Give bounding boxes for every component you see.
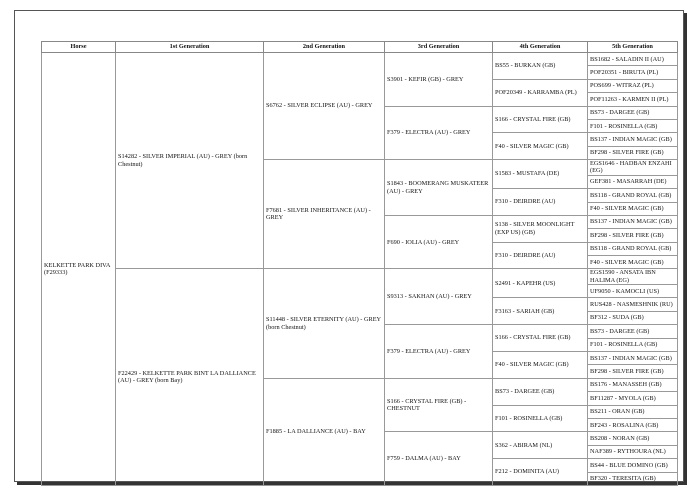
gen4-cell: BS55 - BURKAN (GB) bbox=[493, 53, 588, 80]
gen4-cell: F212 - DOMINITA (AU) bbox=[493, 459, 588, 486]
gen4-cell: F3163 - SARIAH (GB) bbox=[493, 298, 588, 325]
gen5-cell: F40 - SILVER MAGIC (GB) bbox=[588, 202, 678, 215]
gen5-cell: POS699 - WITRAZ (PL) bbox=[588, 79, 678, 92]
gen5-cell: BF298 - SILVER FIRE (GB) bbox=[588, 229, 678, 242]
gen4-cell: BS73 - DARGEE (GB) bbox=[493, 378, 588, 405]
gen5-cell: POF11263 - KARMEN II (PL) bbox=[588, 93, 678, 106]
gen5-cell: RUS428 - NASMESHNIK (RU) bbox=[588, 298, 678, 311]
gen4-cell: S362 - ABIRAM (NL) bbox=[493, 432, 588, 459]
gen5-cell: NAF389 - RYTHOURA (NL) bbox=[588, 445, 678, 458]
gen5-cell: BS73 - DARGEE (GB) bbox=[588, 325, 678, 338]
gen3-cell: S3901 - KEFIR (GB) - GREY bbox=[385, 53, 493, 107]
gen5-cell: BS73 - DARGEE (GB) bbox=[588, 106, 678, 119]
gen3-cell: F690 - IOLIA (AU) - GREY bbox=[385, 215, 493, 269]
pedigree-row bbox=[42, 269, 678, 285]
gen2-cell: F7681 - SILVER INHERITANCE (AU) - GREY bbox=[264, 160, 385, 269]
gen5-cell: BS1682 - SALADIN II (AU) bbox=[588, 53, 678, 66]
gen4-cell: F101 - ROSINELLA (GB) bbox=[493, 405, 588, 432]
gen1-cell: F22429 - KELKETTE PARK BINT LA DALLIANCE (AU) - GREY (born Bay) bbox=[116, 269, 264, 485]
horse-cell: KELKETTE PARK DIVA (F29333) bbox=[42, 53, 116, 486]
gen5-cell: F101 - ROSINELLA (GB) bbox=[588, 119, 678, 132]
gen2-cell: S11448 - SILVER ETERNITY (AU) - GREY (born Chestnut) bbox=[264, 269, 385, 378]
header-horse: Horse bbox=[42, 42, 116, 53]
pedigree-table bbox=[41, 41, 678, 486]
header-gen2: 2nd Generation bbox=[264, 42, 385, 53]
gen3-cell: S166 - CRYSTAL FIRE (GB) - CHESTNUT bbox=[385, 378, 493, 432]
gen2-cell: F1885 - LA DALLIANCE (AU) - BAY bbox=[264, 378, 385, 485]
gen4-cell: F40 - SILVER MAGIC (GB) bbox=[493, 352, 588, 379]
gen4-cell: F40 - SILVER MAGIC (GB) bbox=[493, 133, 588, 160]
gen5-cell: BS137 - INDIAN MAGIC (GB) bbox=[588, 352, 678, 365]
gen5-cell: F101 - ROSINELLA (GB) bbox=[588, 338, 678, 351]
gen5-cell: BS118 - GRAND ROYAL (GB) bbox=[588, 189, 678, 202]
gen5-cell: BF320 - TERESITA (GB) bbox=[588, 472, 678, 485]
gen5-cell: BF298 - SILVER FIRE (GB) bbox=[588, 365, 678, 378]
gen3-cell: S9313 - SAKHAN (AU) - GREY bbox=[385, 269, 493, 325]
gen5-cell: BF11287 - MYOLA (GB) bbox=[588, 392, 678, 405]
header-gen5: 5th Generation bbox=[588, 42, 678, 53]
gen4-cell: S166 - CRYSTAL FIRE (GB) bbox=[493, 325, 588, 352]
gen4-cell: POF20349 - KARRAMBA (PL) bbox=[493, 79, 588, 106]
gen5-cell: BF243 - ROSALINA (GB) bbox=[588, 418, 678, 431]
gen5-cell: BS137 - INDIAN MAGIC (GB) bbox=[588, 133, 678, 146]
gen4-cell: S166 - CRYSTAL FIRE (GB) bbox=[493, 106, 588, 133]
gen5-cell: BS118 - GRAND ROYAL (GB) bbox=[588, 242, 678, 255]
gen5-cell: BF298 - SILVER FIRE (GB) bbox=[588, 146, 678, 159]
gen5-cell: EGS1646 - HADBAN ENZAHI (EG) bbox=[588, 160, 678, 176]
gen5-cell: BS137 - INDIAN MAGIC (GB) bbox=[588, 215, 678, 228]
gen5-cell: GEF381 - MASARRAH (DE) bbox=[588, 175, 678, 188]
header-gen3: 3rd Generation bbox=[385, 42, 493, 53]
gen5-cell: UF9050 - KAMOCLI (US) bbox=[588, 285, 678, 298]
gen2-cell: S6762 - SILVER ECLIPSE (AU) - GREY bbox=[264, 53, 385, 160]
gen5-cell: EGS1590 - ANSATA IBN HALIMA (EG) bbox=[588, 269, 678, 285]
gen3-cell: F379 - ELECTRA (AU) - GREY bbox=[385, 106, 493, 160]
gen5-cell: BS211 - ORAN (GB) bbox=[588, 405, 678, 418]
gen3-cell: F759 - DALMA (AU) - BAY bbox=[385, 432, 493, 486]
header-row bbox=[42, 42, 678, 53]
gen4-cell: S2491 - KAPEHR (US) bbox=[493, 269, 588, 298]
gen4-cell: F310 - DEIRDRE (AU) bbox=[493, 242, 588, 269]
gen4-cell: F310 - DEIRDRE (AU) bbox=[493, 189, 588, 216]
header-gen1: 1st Generation bbox=[116, 42, 264, 53]
gen4-cell: S138 - SILVER MOONLIGHT (EXP US) (GB) bbox=[493, 215, 588, 242]
gen4-cell: S1583 - MUSTAFA (DE) bbox=[493, 160, 588, 189]
pedigree-row bbox=[42, 53, 678, 66]
gen3-cell: S1843 - BOOMERANG MUSKATEER (AU) - GREY bbox=[385, 160, 493, 216]
pedigree-page bbox=[14, 10, 684, 482]
gen1-cell: S14282 - SILVER IMPERIAL (AU) - GREY (born Chestnut) bbox=[116, 53, 264, 269]
gen3-cell: F379 - ELECTRA (AU) - GREY bbox=[385, 325, 493, 379]
gen5-cell: BS176 - MANASSEH (GB) bbox=[588, 378, 678, 391]
gen5-cell: BS208 - NORAN (GB) bbox=[588, 432, 678, 445]
gen5-cell: BS44 - BLUE DOMINO (GB) bbox=[588, 459, 678, 472]
pedigree-body bbox=[42, 53, 678, 486]
header-gen4: 4th Generation bbox=[493, 42, 588, 53]
gen5-cell: F40 - SILVER MAGIC (GB) bbox=[588, 256, 678, 269]
gen5-cell: BF312 - SUDA (GB) bbox=[588, 311, 678, 324]
gen5-cell: POF20351 - BIRUTA (PL) bbox=[588, 66, 678, 79]
